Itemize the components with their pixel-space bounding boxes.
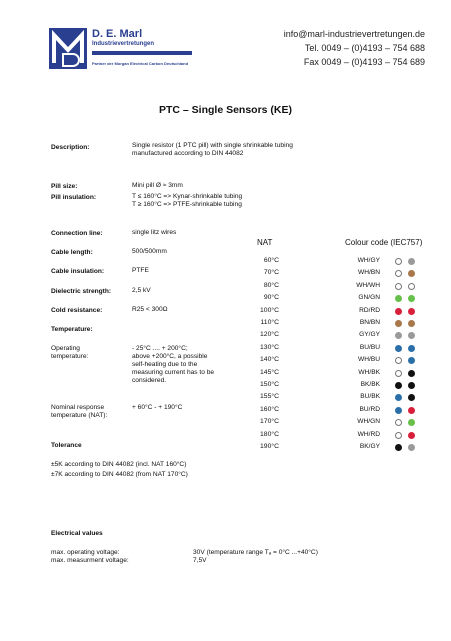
pill-insulation-text-1: T ≤ 160°C => Kynar-shrinkable tubing xyxy=(132,193,243,200)
brand-rule xyxy=(92,51,192,55)
wire-colour-dot xyxy=(408,394,415,401)
operating-text-2: above +200°C, a possible xyxy=(132,353,208,360)
pill-size-text: Mini pill Ø ≈ 3mm xyxy=(132,182,183,189)
wire-colour-dot xyxy=(408,270,415,277)
colour-code: RD/RD xyxy=(359,306,380,314)
description-label: Description: xyxy=(51,144,90,151)
cold-resistance-label: Cold resistance: xyxy=(51,307,103,314)
operating-label-1: Operating xyxy=(51,345,80,352)
wire-colour-dot xyxy=(395,370,402,377)
wire-colour-dot xyxy=(408,432,415,439)
wire-colour-dot xyxy=(395,283,402,290)
wire-colour-dot xyxy=(408,332,415,339)
wire-colour-dot xyxy=(408,370,415,377)
colour-code: BU/BU xyxy=(359,343,380,351)
colour-code: GY/GY xyxy=(359,331,380,339)
contact-block xyxy=(284,27,425,69)
contact-fax: Fax 0049 – (0)4193 – 754 689 xyxy=(303,57,425,67)
wire-colour-dot xyxy=(395,382,402,389)
nat-value: 160°C xyxy=(260,405,279,413)
company-tagline: Partner der Morgan Electrical Carbon Deutschland xyxy=(92,61,189,66)
operating-text-3: self-heating due to the xyxy=(132,361,198,368)
wire-colour-dot xyxy=(395,270,402,277)
max-operating-label: max. operating voltage: xyxy=(51,549,120,556)
nat-value: 70°C xyxy=(263,269,279,277)
max-measurement-value: 7,5V xyxy=(193,557,207,564)
nominal-label-2: temperature (NAT): xyxy=(51,412,108,419)
nat-header: NAT xyxy=(257,238,273,247)
nat-value: 120°C xyxy=(260,331,279,339)
operating-label-2: temperature: xyxy=(51,353,89,360)
pill-insulation-text-2: T ≥ 160°C => PTFE-shrinkable tubing xyxy=(132,201,242,208)
nat-value: 155°C xyxy=(260,393,279,401)
wire-colour-dot xyxy=(408,295,415,302)
nat-value: 80°C xyxy=(263,281,279,289)
nat-value: 190°C xyxy=(260,443,279,450)
colour-code: GN/GN xyxy=(358,294,380,302)
description-text-2: manufactured according to DIN 44082 xyxy=(132,150,244,157)
wire-colour-dot xyxy=(395,332,402,339)
nat-value: 140°C xyxy=(260,356,279,364)
connection-text: single litz wires xyxy=(132,229,177,236)
colour-code: WH/RD xyxy=(357,430,380,438)
colour-code: BU/RD xyxy=(359,405,380,413)
colour-code: BK/BK xyxy=(360,381,380,388)
company-subtitle: Industrievertretungen xyxy=(92,41,155,47)
wire-colour-dot xyxy=(395,432,402,439)
company-logo xyxy=(49,28,87,69)
tolerance-line-2: ±7K according to DIN 44082 (from NAT 170°C) xyxy=(51,471,188,478)
cable-insulation-text: PTFE xyxy=(132,267,149,274)
wire-colour-dot xyxy=(395,258,402,265)
colour-code: BU/BK xyxy=(360,393,380,401)
wire-colour-dot xyxy=(395,357,402,364)
pill-size-label: Pill size: xyxy=(51,183,78,190)
nat-value: 180°C xyxy=(260,430,279,438)
wire-colour-dot xyxy=(395,295,402,302)
colour-code-header: Colour code (IEC757) xyxy=(345,238,423,247)
colour-code: WH/WH xyxy=(356,281,380,289)
wire-colour-dot xyxy=(408,444,415,451)
cable-insulation-label: Cable insulation: xyxy=(51,268,105,275)
nat-value: 145°C xyxy=(260,368,279,376)
wire-colour-dot xyxy=(395,419,402,426)
wire-colour-dot xyxy=(408,258,415,265)
max-measurement-label: max. measurment voltage: xyxy=(51,557,129,564)
cable-length-label: Cable length: xyxy=(51,249,93,256)
connection-label: Connection line: xyxy=(51,230,103,237)
colour-code: BK/GY xyxy=(359,443,380,450)
wire-colour-dot xyxy=(395,407,402,414)
dielectric-text: 2,5 kV xyxy=(132,287,151,294)
wire-colour-dot xyxy=(395,320,402,327)
operating-text-5: considered. xyxy=(132,377,167,384)
operating-text-1: - 25°C .... + 200°C; xyxy=(132,345,188,352)
colour-code: WH/GN xyxy=(357,418,380,426)
nominal-text: + 60°C - + 190°C xyxy=(132,404,183,411)
wire-colour-dot xyxy=(408,357,415,364)
nat-value: 110°C xyxy=(260,319,279,326)
nat-value: 150°C xyxy=(260,381,279,388)
nat-value: 100°C xyxy=(260,306,279,314)
wire-colour-dot xyxy=(395,444,402,451)
wire-colour-dot xyxy=(395,308,402,315)
tolerance-label: Tolerance xyxy=(51,442,82,449)
colour-code: WH/BK xyxy=(358,368,380,376)
page-title: PTC – Single Sensors (KE) xyxy=(158,104,293,116)
nat-value: 130°C xyxy=(260,343,279,351)
company-name: D. E. Marl xyxy=(92,28,143,40)
nat-value: 170°C xyxy=(260,418,279,426)
wire-colour-dot xyxy=(395,394,402,401)
wire-colour-dot xyxy=(408,407,415,414)
operating-text-4: measuring current has to be xyxy=(132,369,215,376)
tolerance-line-1: ±5K according to DIN 44082 (incl. NAT 160°C) xyxy=(51,461,187,468)
colour-code: BN/BN xyxy=(359,319,380,326)
contact-email[interactable]: info@marl-industrievertretungen.de xyxy=(283,29,425,39)
temperature-label: Temperature: xyxy=(51,326,93,333)
wire-colour-dot xyxy=(408,320,415,327)
dielectric-label: Dielectric strength: xyxy=(51,288,112,295)
wire-colour-dot xyxy=(408,419,415,426)
colour-code: WH/GY xyxy=(357,257,380,264)
contact-tel: Tel. 0049 – (0)4193 – 754 688 xyxy=(304,43,425,53)
wire-colour-dot xyxy=(408,345,415,352)
description-text-1: Single resistor (1 PTC pill) with single shrinkable tubing xyxy=(132,142,293,149)
wire-colour-dot xyxy=(408,283,415,290)
colour-code: WH/BN xyxy=(358,269,380,277)
cable-length-text: 500/500mm xyxy=(132,248,167,255)
electrical-heading: Electrical values xyxy=(51,530,103,537)
nat-value: 90°C xyxy=(263,294,279,302)
colour-code: WH/BU xyxy=(358,356,380,364)
cold-resistance-text: R25 < 300Ω xyxy=(132,306,168,313)
pill-insulation-label: Pill insulation: xyxy=(51,194,97,201)
nat-value: 60°C xyxy=(263,257,279,264)
max-operating-value: 30V (temperature range Tₐ = 0°C ...+40°C) xyxy=(193,549,318,556)
wire-colour-dot xyxy=(395,345,402,352)
nominal-label-1: Nominal response xyxy=(51,404,105,411)
wire-colour-dot xyxy=(408,308,415,315)
wire-colour-dot xyxy=(408,382,415,389)
